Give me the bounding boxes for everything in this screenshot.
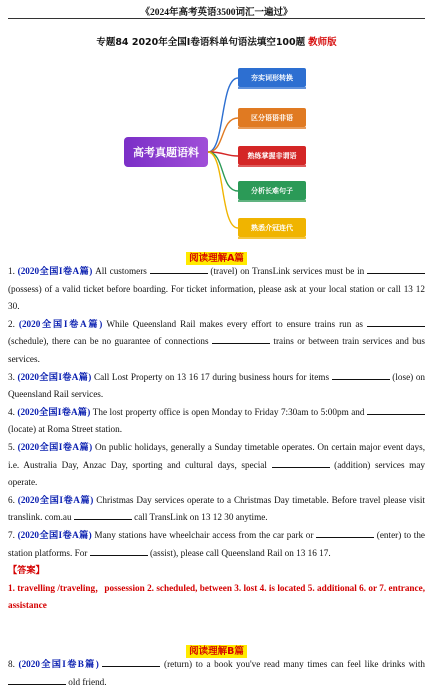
answer-blank[interactable] xyxy=(367,264,425,274)
question-source: (2020全国I卷A篇) xyxy=(17,371,92,382)
answer-blank[interactable] xyxy=(102,657,160,667)
question-source: (2020全国I卷A篇) xyxy=(17,494,94,505)
question-source: (2020全国I卷B篇) xyxy=(18,659,99,669)
mindmap-branch: 熟悉介冠连代 xyxy=(238,218,306,237)
answer-blank[interactable] xyxy=(90,546,148,556)
section-a-label: 阅读理解A篇 xyxy=(186,252,247,265)
answer-blank[interactable] xyxy=(272,458,330,468)
answer-blank[interactable] xyxy=(332,370,390,380)
answer-blank[interactable] xyxy=(150,264,208,274)
question-8: 8. (2020全国I卷B篇) (return) to a book you've read many times can feel like drinks with old friend. xyxy=(8,659,425,687)
question-source: (2020全国I卷A篇) xyxy=(17,406,91,417)
question-list-b xyxy=(8,656,425,691)
title-tag: 教师版 xyxy=(308,37,337,48)
mindmap-branch: 分析长难句子 xyxy=(238,181,306,200)
question-7: 7. (2020全国I卷A篇) Many stations have wheelchair access from the car park or (enter) to the station platforms. For (assist), please call Queensland Rail on 13 16 17. xyxy=(8,529,426,558)
question-4: 4. (2020全国I卷A篇) The lost property office is open Monday to Friday 7:30am to 5:00pm and (locate) at Roma Street station. xyxy=(8,404,425,439)
question-source: (2020全国I卷A篇) xyxy=(17,441,93,452)
question-2: 2. (2020全国I卷A篇) While Queensland Rail makes every effort to ensure trains run as (schedule), there can be no guarantee of connections trains or between train services and bus services. xyxy=(8,318,425,364)
question-list xyxy=(8,263,425,615)
mindmap-center: 高考真题语料 xyxy=(124,137,208,167)
answer-blank[interactable] xyxy=(8,675,66,685)
answer-blank[interactable] xyxy=(367,317,425,327)
section-b-label: 阅读理解B篇 xyxy=(186,645,247,658)
question-5: 5. (2020全国I卷A篇) On public holidays, generally a Sunday timetable operates. On certain major event days, i.e. Australia Day, Anzac Day, sporting and cultural days, special (addition) services may operate. xyxy=(8,441,426,488)
header-rule xyxy=(8,18,425,19)
mindmap-branch: 熟练掌握非谓语 xyxy=(238,146,306,165)
answer-blank[interactable] xyxy=(74,510,132,520)
question-source: (2020全国I卷A篇) xyxy=(17,529,92,540)
question-1: 1. (2020全国I卷A篇) All customers (travel) on TransLink services must be in (possess) of a valid ticket before boarding. For ticket information, please ask at your local station or call 13 12 30. xyxy=(8,266,425,312)
answer-heading: 【答案】 xyxy=(8,565,45,576)
question-source: (2020全国I卷A篇) xyxy=(17,266,93,276)
title-text: 专题84 2020年全国I卷语料单句语法填空100题 xyxy=(96,37,306,48)
mindmap-branch: 区分语语非语 xyxy=(238,108,306,127)
question-6: 6. (2020全国I卷A篇) Christmas Day services operate to a Christmas Day timetable. Before travel please visit translink. com.au call TransLink on 13 12 30 anytime. xyxy=(8,494,425,523)
document-title xyxy=(0,34,433,48)
answer-blank[interactable] xyxy=(316,528,374,538)
document-header: 《2024年高考英语3500词汇一遍过》 xyxy=(140,8,293,18)
answer-blank[interactable] xyxy=(367,405,425,415)
question-source: (2020全国I卷A篇) xyxy=(18,318,103,329)
question-3: 3. (2020全国I卷A篇) Call Lost Property on 13 16 17 during business hours for items (lose) on Queensland Rail services. xyxy=(8,371,426,400)
answer-key: 1. travelling /traveling，possession 2. scheduled, between 3. lost 4. is located 5. additional 6. or 7. entrance, assistance xyxy=(8,582,425,611)
mindmap-branch: 夯实词形转换 xyxy=(238,68,306,87)
answer-blank[interactable] xyxy=(212,334,270,344)
mindmap xyxy=(120,60,325,240)
